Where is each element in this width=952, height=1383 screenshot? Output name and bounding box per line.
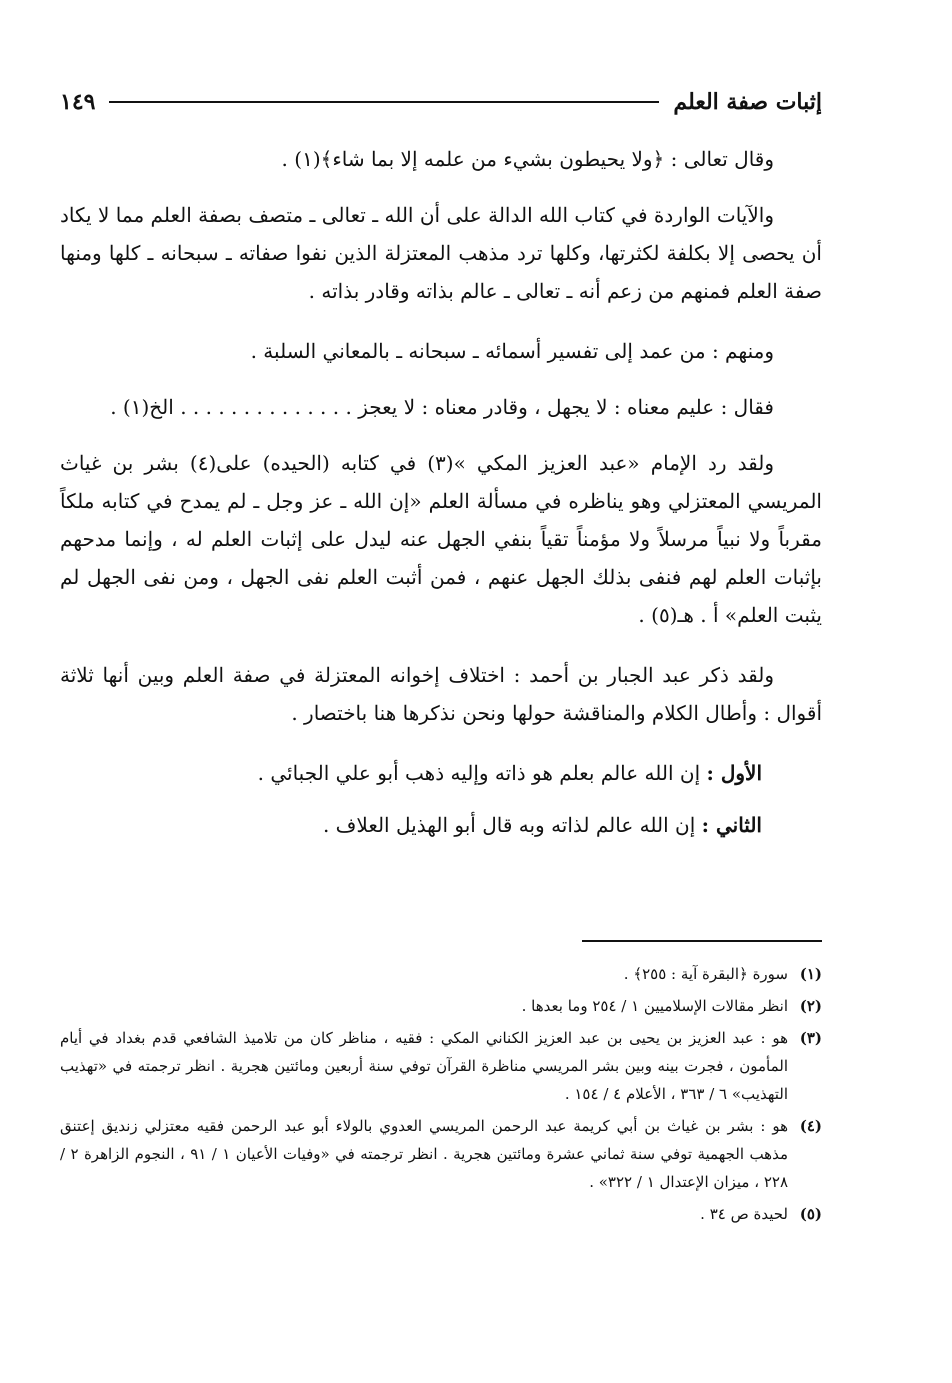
footnote-text: انظر مقالات الإسلاميين ١ / ٢٥٤ وما بعدها .	[521, 997, 788, 1015]
paragraph-verses-on-knowledge: والآيات الواردة في كتاب الله الدالة على أن الله ـ تعالى ـ متصف بصفة العلم مما لا يكاد أن يحصى إلا بكلفة لكثرتها، وكلها ترد مذهب المعتزلة الذين نفوا صفاته ـ سبحانه ـ كلها ومنها صفة العلم فمنهم من زعم أنه ـ تعالى ـ عالم بذاته وقادر بذاته .	[60, 203, 822, 303]
footnote-text: سورة ﴿البقرة آية : ٢٥٥﴾ .	[623, 965, 788, 983]
footnotes	[60, 960, 822, 1232]
footnote-number: (٢)	[799, 997, 822, 1015]
paragraph-alim-meaning: فقال : عليم معناه : لا يجهل ، وقادر معناه : لا يعجز . . . . . . . . . . . . . . الخ(١) .	[110, 395, 774, 419]
book-page	[60, 0, 822, 1383]
page-title: إثبات صفة العلم	[673, 89, 822, 115]
footnote-text: هو : عبد العزيز بن يحيى بن عبد العزيز الكناني المكي : فقيه ، مناظر كان من تلاميذ الشافعي قدم بغداد في أيام المأمون ، فجرت بينه وبين بشر المريسي مناظرة القرآن توفي سنة أربعين ومائتين هجرية . انظر ترجمته في «تهذيب التهذيب» ٦ / ٣٦٣ ، الأعلام ٤ / ١٥٤ .	[60, 1029, 788, 1103]
footnote-2	[60, 992, 822, 1020]
page-number: ١٤٩	[60, 89, 96, 115]
footnote-number: (١)	[799, 965, 822, 983]
list-item-first-view	[60, 754, 822, 792]
paragraph-abd-al-jabbar: ولقد ذكر عبد الجبار بن أحمد : اختلاف إخوانه المعتزلة في صفة العلم وبين أنها ثلاثة أقوال : وأطال الكلام والمناقشة حولها ونحن نذكرها هنا باختصار .	[60, 663, 822, 725]
second-view-label: الثاني :	[701, 813, 762, 837]
header-rule	[109, 101, 659, 103]
footnote-number: (٤)	[799, 1117, 822, 1135]
paragraph-quranic-verse: وقال تعالى : ﴿ولا يحيطون بشيء من علمه إلا بما شاء﴾(١) .	[281, 147, 774, 171]
footnote-separator	[582, 940, 822, 942]
second-view-text: إن الله عالم لذاته وبه قال أبو الهذيل العلاف .	[322, 813, 696, 837]
footnote-number: (٣)	[799, 1029, 822, 1047]
first-view-label: الأول :	[706, 761, 762, 785]
footnote-1	[60, 960, 822, 988]
footnote-3	[60, 1024, 822, 1108]
paragraph-imam-refutation: ولقد رد الإمام «عبد العزيز المكي »(٣) في كتابه (الحيده) على(٤) بشر بن غياث المريسي المعتزلي وهو يناظره في مسألة العلم «إن الله ـ عز وجل ـ لم يمدح في كتابه ملكاً مقرباً ولا نبياً مرسلاً ولا مؤمناً تقياً بنفي الجهل عنه ليدل على إثبات العلم له ، وإنما مدحهم بإثبات العلم لهم فنفى بذلك الجهل عنهم ، فمن أثبت العلم نفى الجهل ، ومن نفى الجهل لم يثبت العلم» أ . هـ(٥) .	[60, 451, 822, 627]
main-text	[60, 140, 822, 858]
footnote-number: (٥)	[799, 1205, 822, 1223]
running-header	[60, 84, 822, 120]
first-view-text: إن الله عالم بعلم هو ذاته وإليه ذهب أبو علي الجبائي .	[257, 761, 701, 785]
list-item-second-view	[60, 806, 822, 844]
footnote-text: هو : بشر بن غياث بن أبي كريمة عبد الرحمن المريسي العدوي بالولاء أبو عبد الرحمن فقيه معتزلي زنديق إعتنق مذهب الجهمية توفي سنة ثماني عشرة ومائتين هجرية . انظر ترجمته في «وفيات الأعيان ١ / ٩١ ، النجوم الزاهرة ٢ / ٢٢٨ ، ميزان الإعتدال ١ / ٣٢٢» .	[60, 1117, 789, 1191]
footnote-text: لحيدة ص ٣٤ .	[700, 1205, 788, 1223]
paragraph-negative-meanings: ومنهم : من عمد إلى تفسير أسمائه ـ سبحانه ـ بالمعاني السلبة .	[250, 339, 774, 363]
footnote-4	[60, 1112, 822, 1196]
footnote-5	[60, 1200, 822, 1228]
